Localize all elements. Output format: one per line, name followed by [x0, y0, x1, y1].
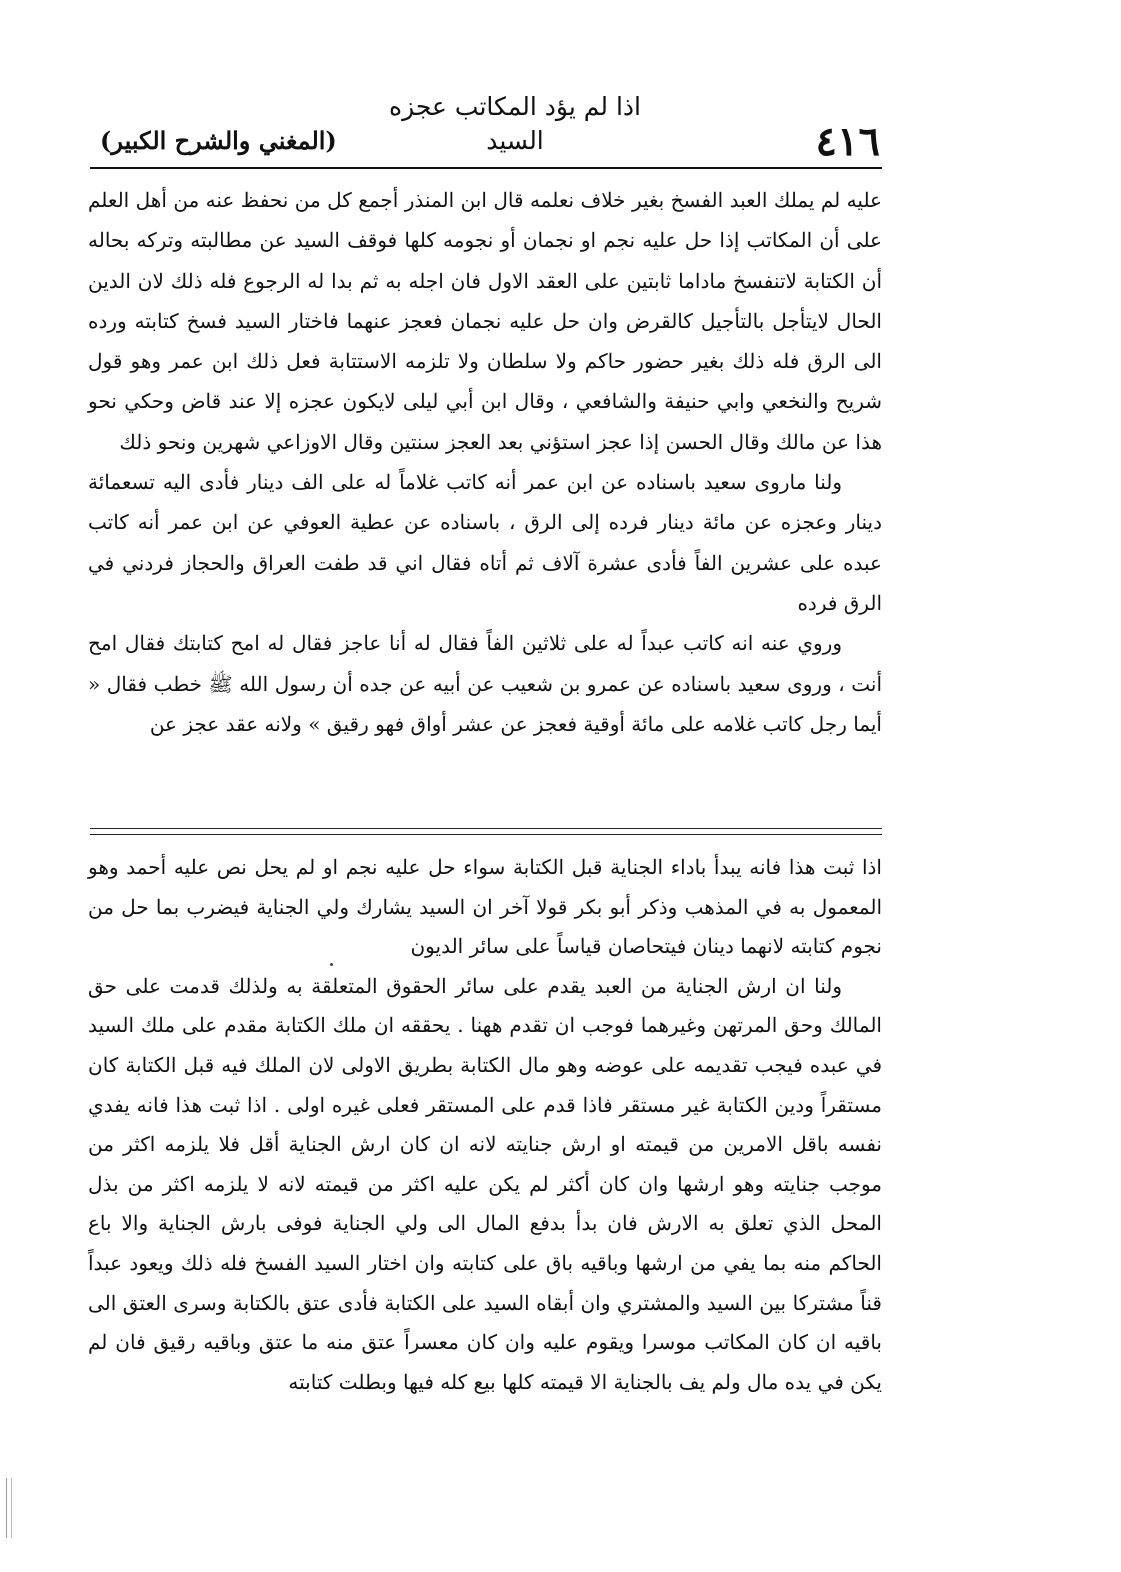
- commentary-paragraph-1: اذا ثبت هذا فانه يبدأ باداء الجناية قبل الكتابة سواء حل عليه نجم او لم يحل نص عليه أحمد وهو المعمول به في المذهب وذكر أبو بكر قولا آخر ان السيد يشارك ولي الجناية فيضرب بما حل من نجوم كتابته لانهما دينان فيتحاصان قياساً على سائر الديون: [88, 855, 882, 959]
- main-text: [88, 180, 882, 820]
- page-header: [100, 92, 880, 165]
- running-title: اذا لم يؤد المكاتب عجزه السيد: [389, 92, 641, 155]
- book-title: (المغني والشرح الكبير): [100, 126, 337, 155]
- commentary-text: [88, 848, 882, 1488]
- main-paragraph-3: وروي عنه انه كاتب عبداً له على ثلاثين الفاً فقال له أنا عاجز فقال له امح كتابتك فقال امح أنت ، وروى سعيد باسناده عن عمرو بن شعيب عن أبيه عن جده أن رسول الله ﷺ خطب فقال « أيما رجل كاتب غلامه على مائة أوقية فعجز عن عشر أواق فهو رقيق » ولانه عقد عجز عن: [88, 631, 882, 736]
- ink-speck: [330, 963, 333, 966]
- main-paragraph-1: عليه لم يملك العبد الفسخ بغير خلاف نعلمه قال ابن المنذر أجمع كل من نحفظ عنه من أهل العلم على أن المكاتب إذا حل عليه نجم او نجمان أو نجومه كلها فوقف السيد عن مطالبته وتركه بحاله أن الكتابة لاتنفسخ ماداما ثابتين على العقد الاول فان اجله به ثم بدا له الرجوع فله ذلك لان الدين الحال لايتأجل بالتأجيل كالقرض وان حل عليه نجمان فعجز عنهما فاختار السيد فسخ كتابته ورده الى الرق فله ذلك بغير حضور حاكم ولا سلطان ولا تلزمه الاستتابة فعل ذلك ابن عمر وهو قول شريح والنخعي وابي حنيفة والشافعي ، وقال ابن أبي ليلى لايكون عجزه إلا عند قاض وحكي نحو هذا عن مالك وقال الحسن إذا عجز استؤني بعد العجز سنتين وقال الاوزاعي شهرين ونحو ذلك: [88, 188, 882, 454]
- page-number: ٤١٦: [815, 118, 880, 165]
- binding-edge-mark: [6, 1478, 12, 1538]
- section-divider-bottom: [90, 834, 882, 835]
- commentary-paragraph-2: ولنا ان ارش الجناية من العبد يقدم على سائر الحقوق المتعلقة به ولذلك قدمت على حق المالك وحق المرتهن وغيرهما فوجب ان تقدم ههنا . يحققه ان ملك الكتابة مقدم على ملك السيد في عبده فيجب تقديمه على عوضه وهو مال الكتابة بطريق الاولى لان الملك فيه قبل الكتابة كان مستقراً ودين الكتابة غير مستقر فاذا قدم على المستقر فعلى غيره اولى . اذا ثبت هذا فانه يفدي نفسه باقل الامرين من قيمته او ارش جنايته لانه ان كان ارش الجناية أقل فلا يلزمه اكثر من موجب جنايته وهو ارشها وان كان أكثر لم يكن عليه اكثر من قيمته لانه لا يلزمه اكثر من بذل المحل الذي تعلق به الارش فان بدأ بدفع المال الى ولي الجناية فوفى بارش الجناية والا باع الحاكم منه بما يفي من ارشها وباقيه باق على كتابته وان اختار السيد الفسخ فله ذلك ويعود عبداً قناً مشتركا بين السيد والمشتري وان أبقاه السيد على الكتابة فأدى عتق بالكتابة وسرى العتق الى باقيه ان كان المكاتب موسرا ويقوم عليه وان كان معسراً عتق منه ما عتق وباقيه رقيق فان لم يكن في يده مال ولم يف بالجناية الا قيمته كلها بيع كله فيها وبطلت كتابته: [88, 973, 883, 1394]
- section-divider-top: [90, 828, 882, 829]
- header-rule: [90, 167, 882, 169]
- main-paragraph-2: ولنا ماروى سعيد باسناده عن ابن عمر أنه كاتب غلاماً له على الف دينار فأدى اليه تسعمائة دينار وعجزه عن مائة دينار فرده إلى الرق ، باسناده عن عطية العوفي عن ابن عمر أنه كاتب عبده على عشرين الفاً فأدى عشرة آلاف ثم أتاه فقال اني قد طفت العراق والحجاز فردني في الرق فرده: [88, 470, 882, 615]
